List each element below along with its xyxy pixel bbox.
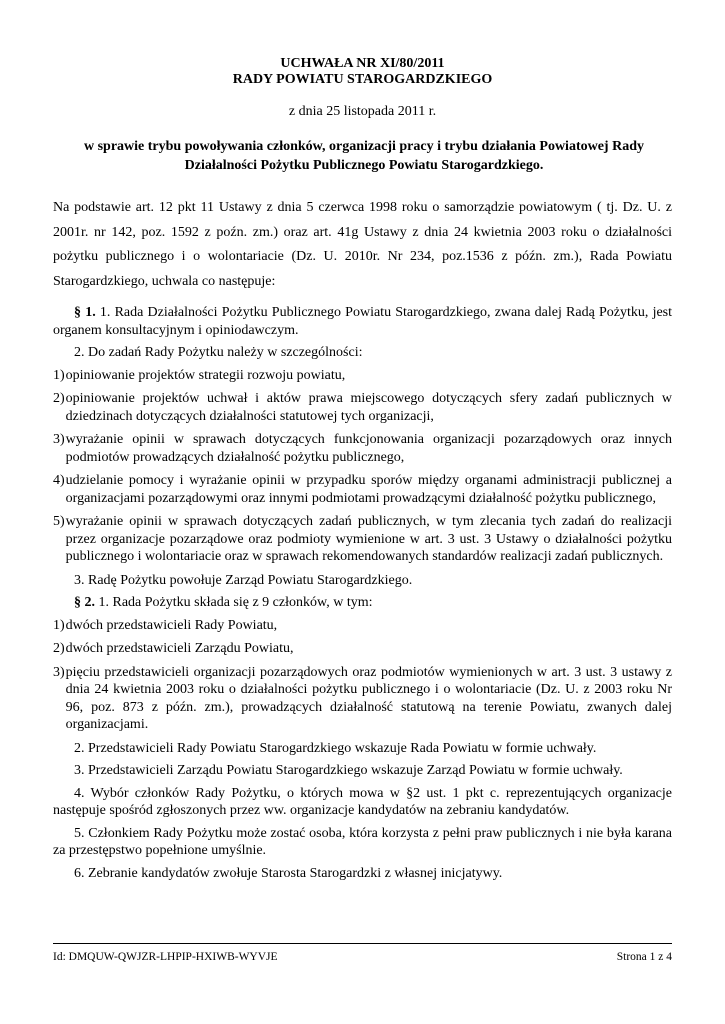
list-item [53, 664, 672, 734]
list-item [53, 640, 672, 658]
section-1-paragraph-1 [53, 304, 672, 339]
list-item-number: 3) [53, 664, 65, 680]
preamble: Na podstawie art. 12 pkt 11 Ustawy z dnia 5 czerwca 1998 roku o samorządzie powiatowym ( tj. Dz. U. z 2001r. nr 142, poz. 1592 z poźn. zm.) oraz art. 41g Ustawy z dnia 24 kwietnia 2003 roku o działalności pożytku publicznego i o wolontariacie (Dz. U. 2010r. Nr 234, poz.1536 z późn. zm.), Rada Powiatu Starogardzkiego, uchwala co następuje: [53, 200, 672, 289]
section-1-p1-text: 1. Rada Działalności Pożytku Publicznego Powiatu Starogardzkiego, zwana dalej Radą Pożytku, jest organem konsultacyjnym i opiniodawczym. [53, 305, 673, 338]
section-1-paragraph-2: 2. Do zadań Rady Pożytku należy w szczególności: [74, 345, 363, 360]
list-item-text: wyrażanie opinii w sprawach dotyczących zadań publicznych, w tym zlecania tych zadań do realizacji przez organizacje pozarządowe oraz podmioty wymienione w art. 3 ust. 3 Ustawy o działalności pożytku publicznego i wolontariacie oraz w sprawach rekomendowanych standardów realizacji zadań publicznych. [65, 514, 672, 564]
council-name: RADY POWIATU STAROGARDZKIEGO [232, 72, 493, 87]
list-item-text: udzielanie pomocy i wyrażanie opinii w przypadku sporów między organami administracji publicznej a organizacjami pozarządowymi oraz innymi podmiotami prowadzącymi działalność pożytku publicznego, [65, 473, 672, 506]
document-body [53, 304, 672, 887]
section-2-mark: § 2. [74, 595, 95, 610]
section-2-paragraph-5: 5. Członkiem Rady Pożytku może zostać osoba, która korzysta z pełni praw publicznych i nie była karana za przestępstwo popełnione umyślnie. [53, 825, 672, 858]
list-item-number: 2) [53, 641, 65, 656]
section-2-p1-text: 1. Rada Pożytku składa się z 9 członków, w tym: [95, 595, 373, 610]
resolution-number: UCHWAŁA NR XI/80/2011 [280, 56, 445, 71]
list-item [53, 367, 672, 385]
section-2-paragraph-1 [53, 594, 672, 612]
list-item-text: dwóch przedstawicieli Zarządu Powiatu, [65, 641, 294, 656]
list-item-number: 4) [53, 473, 65, 488]
list-item [53, 617, 672, 635]
list-item-text: pięciu przedstawicieli organizacji pozarządowych oraz podmiotów wymienionych w art. 3 ust. 3 ustawy z dnia 24 kwietnia 2003 roku o działalności pożytku publicznego i o wolontariacie (Dz. U. z 2003 roku Nr 96, poz. 873 z późn. zm.), prowadzących działalność statutową na terenie Powiatu, zwanych dalej organizacjami. [65, 664, 672, 732]
resolution-date: z dnia 25 listopada 2011 r. [288, 104, 437, 119]
list-item-number: 1) [53, 367, 65, 383]
list-item-number: 3) [53, 432, 65, 447]
section-2-paragraph-4: 4. Wybór członków Rady Pożytku, o których mowa w §2 ust. 1 pkt c. reprezentujących organizacje następuje spośród zgłoszonych przez ww. organizacje kandydatów na zebraniu kandydatów. [53, 785, 672, 818]
section-2-paragraph-6: 6. Zebranie kandydatów zwołuje Starosta Starogardzki z własnej inicjatywy. [74, 865, 503, 881]
page-number: Strona 1 z 4 [616, 951, 672, 963]
list-item [53, 513, 672, 566]
resolution-subject: w sprawie trybu powoływania członków, organizacji pracy i trybu działania Powiatowej Rady Działalności Pożytku Publicznego Powiatu Starogardzkiego. [84, 139, 644, 173]
list-item-text: wyrażanie opinii w sprawach dotyczących funkcjonowania organizacji pozarządowych oraz innych podmiotów prowadzących działalność pożytku publicznego, [65, 432, 672, 465]
list-item-text: opiniowanie projektów strategii rozwoju powiatu, [65, 367, 346, 383]
list-item-text: dwóch przedstawicieli Rady Powiatu, [65, 617, 278, 633]
footer-divider [53, 943, 672, 944]
list-item-number: 2) [53, 391, 65, 406]
list-item-text: opiniowanie projektów uchwał i aktów prawa miejscowego dotyczących sfery zadań publicznych w dziedzinach dotyczących działalności statutowej tych organizacji, [65, 391, 672, 424]
section-1-paragraph-3: 3. Radę Pożytku powołuje Zarząd Powiatu Starogardzkiego. [74, 572, 413, 588]
list-item [53, 431, 672, 466]
document-id: Id: DMQUW-QWJZR-LHPIP-HXIWB-WYVJE [53, 951, 278, 963]
list-item [53, 390, 672, 425]
list-item-number: 1) [53, 617, 65, 633]
section-2-paragraph-2: 2. Przedstawicieli Rady Powiatu Starogardzkiego wskazuje Rada Powiatu w formie uchwały. [74, 740, 597, 756]
section-2-paragraph-3: 3. Przedstawicieli Zarządu Powiatu Starogardzkiego wskazuje Zarząd Powiatu w formie uchwały. [74, 763, 623, 778]
list-item [53, 472, 672, 507]
section-1-mark: § 1. [74, 305, 96, 320]
list-item-number: 5) [53, 514, 65, 529]
